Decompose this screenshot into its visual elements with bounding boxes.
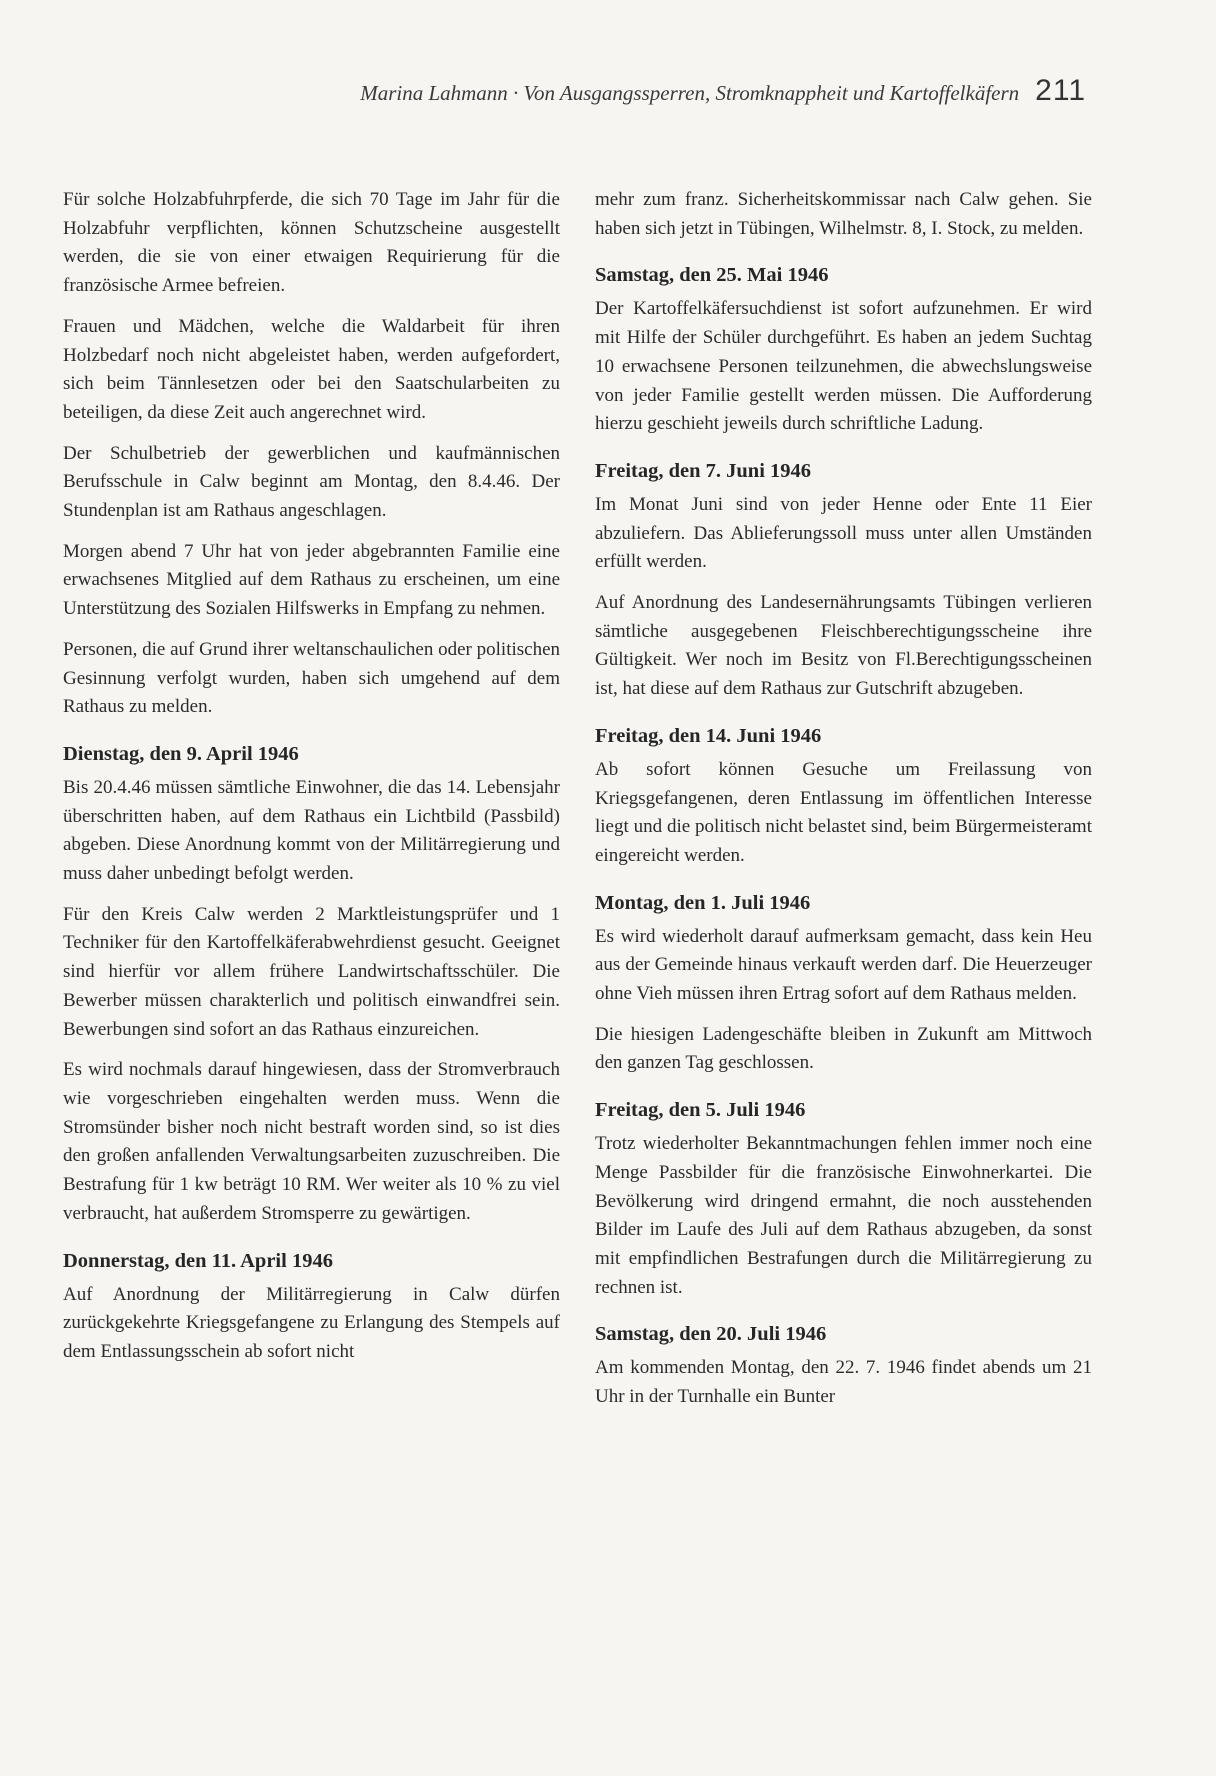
paragraph: Der Schulbetrieb der gewerblichen und kaufmännischen Berufsschule in Calw beginnt am Montag, den 8.4.46. Der Stundenplan ist am Rathaus angeschlagen. [63,442,560,522]
paragraph: Für solche Holzabfuhrpferde, die sich 70 Tage im Jahr für die Holzabfuhr verpflichten, können Schutzscheine ausgestellt werden, die sie von einer etwaigen Requirierung für die französische Armee befreien. [63,189,560,297]
paragraph: Im Monat Juni sind von jeder Henne oder Ente 11 Eier abzuliefern. Das Ablieferungssoll muss unter allen Umständen erfüllt werden. [595,493,1092,573]
paragraph: Morgen abend 7 Uhr hat von jeder abgebrannten Familie eine erwachsenes Mitglied auf dem Rathaus zu erscheinen, um eine Unterstützung des Sozialen Hilfswerks in Empfang zu nehmen. [63,540,560,620]
paragraph: Ab sofort können Gesuche um Freilassung von Kriegsgefangenen, deren Entlassung im öffentlichen Interesse liegt und die politisch nicht belastet sind, beim Bürgermeisteramt eingereicht werden. [595,758,1092,866]
left-column [63,186,560,1379]
date-heading: Samstag, den 20. Juli 1946 [595,1323,827,1346]
paragraph: Personen, die auf Grund ihrer weltanschaulichen oder politischen Gesinnung verfolgt wurden, haben sich umgehend auf dem Rathaus zu melden. [63,638,561,718]
date-heading: Samstag, den 25. Mai 1946 [595,264,829,287]
paragraph: Es wird wiederholt darauf aufmerksam gemacht, dass kein Heu aus der Gemeinde hinaus verkauft werden darf. Die Heuerzeuger ohne Vieh müssen ihren Ertrag sofort auf dem Rathaus melden. [595,925,1092,1005]
date-heading: Dienstag, den 9. April 1946 [63,742,299,765]
paragraph: Frauen und Mädchen, welche die Waldarbeit für ihren Holzbedarf noch nicht abgeleistet haben, werden aufgefordert, sich beim Tännlesetzen oder bei den Saatschularbeiten zu beteiligen, da diese Zeit auch angerechnet wird. [63,315,560,423]
date-heading: Freitag, den 5. Juli 1946 [595,1099,806,1122]
paragraph: mehr zum franz. Sicherheitskommissar nach Calw gehen. Sie haben sich jetzt in Tübingen, Wilhelmstr. 8, I. Stock, zu melden. [595,189,1092,239]
date-heading: Freitag, den 7. Juni 1946 [595,459,812,482]
date-heading: Freitag, den 14. Juni 1946 [595,724,822,747]
paragraph: Der Kartoffelkäfersuchdienst ist sofort aufzunehmen. Er wird mit Hilfe der Schüler durchgeführt. Es haben an jedem Suchtag 10 erwachsene Personen teilzunehmen, die abwechslungsweise von jeder Familie gestellt werden müssen. Die Aufforderung hierzu geschieht jeweils durch schriftliche Ladung. [595,298,1092,435]
date-heading: Montag, den 1. Juli 1946 [595,891,811,914]
running-title: Marina Lahmann · Von Ausgangssperren, Stromknappheit und Kartoffelkäfern [360,81,1020,105]
right-column [595,186,1092,1424]
paragraph: Auf Anordnung der Militärregierung in Calw dürfen zurückgekehrte Kriegsgefangene zu Erlangung des Stempels auf dem Entlassungsschein ab sofort nicht [63,1283,560,1362]
paragraph: Die hiesigen Ladengeschäfte bleiben in Zukunft am Mittwoch den ganzen Tag geschlossen. [595,1023,1092,1074]
paragraph: Trotz wiederholter Bekanntmachungen fehlen immer noch eine Menge Passbilder für die französische Einwohnerkartei. Die Bevölkerung wird dringend ermahnt, die noch ausstehenden Bilder im Laufe des Juli auf dem Rathaus abzugeben, da sonst mit empfindlichen Bestrafungen durch die Militärregierung zu rechnen ist. [595,1133,1092,1298]
date-heading: Donnerstag, den 11. April 1946 [63,1249,333,1272]
paragraph: Am kommenden Montag, den 22. 7. 1946 findet abends um 21 Uhr in der Turnhalle ein Bunter [595,1357,1092,1408]
paragraph: Für den Kreis Calw werden 2 Marktleistungsprüfer und 1 Techniker für den Kartoffelkäferabwehrdienst gesucht. Geeignet sind hierfür vor allem frühere Landwirtschaftsschüler. Die Bewerber müssen charakterlich und politisch einwandfrei sein. Bewerbungen sind sofort an das Rathaus einzureichen. [63,903,560,1040]
paragraph: Es wird nochmals darauf hingewiesen, dass der Stromverbrauch wie vorgeschrieben eingehalten werden muss. Wenn die Stromsünder bisher noch nicht bestraft worden sind, so ist dies den großen anfallenden Verwaltungsarbeiten zuzuschreiben. Die Bestrafung für 1 kw beträgt 10 RM. Wer weiter als 10 % zu viel verbraucht, hat außerdem Stromsperre zu gewärtigen. [63,1059,560,1224]
page-header [360,74,1086,108]
paragraph: Auf Anordnung des Landesernährungsamts Tübingen verlieren sämtliche ausgegebenen Fleischberechtigungsscheine ihre Gültigkeit. Wer noch im Besitz von Fl.Berechtigungsscheinen ist, hat diese auf dem Rathaus zur Gutschrift abzugeben. [595,592,1092,700]
paragraph: Bis 20.4.46 müssen sämtliche Einwohner, die das 14. Lebensjahr überschritten haben, auf dem Rathaus ein Lichtbild (Passbild) abgeben. Diese Anordnung kommt von der Militärregierung und muss daher unbedingt befolgt werden. [63,776,560,885]
page-number: 211 [1035,74,1086,107]
